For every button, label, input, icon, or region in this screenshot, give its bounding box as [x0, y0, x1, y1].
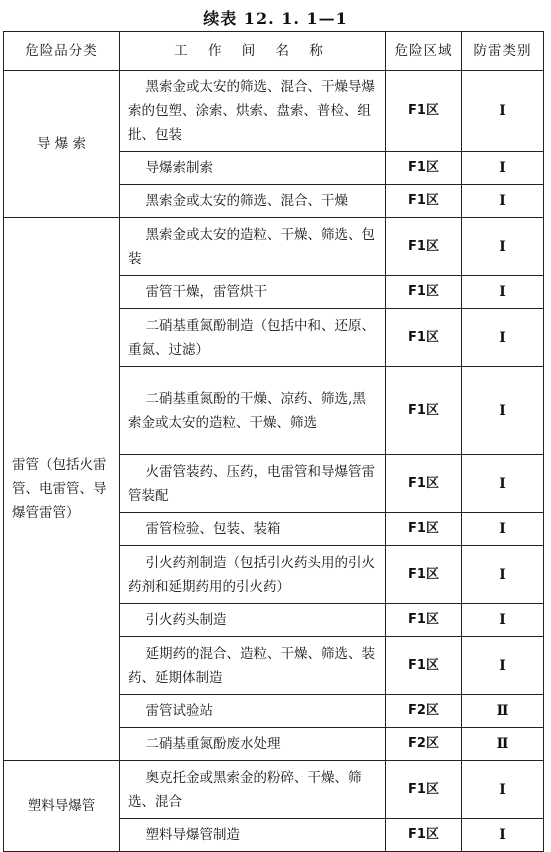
- class-cell: Ⅰ: [462, 309, 544, 367]
- zone-cell: F1区: [386, 185, 462, 218]
- work-cell: 火雷管装药、压药，电雷管和导爆管雷管装配: [120, 455, 386, 513]
- zone-cell: F1区: [386, 819, 462, 852]
- class-cell: Ⅰ: [462, 819, 544, 852]
- work-cell: 引火药剂制造（包括引火药头用的引火药剂和延期药用的引火药）: [120, 546, 386, 604]
- zone-cell: F1区: [386, 546, 462, 604]
- zone-cell: F1区: [386, 604, 462, 637]
- work-cell: 二硝基重氮酚的干燥、凉药、筛选,黑索金或太安的造粒、干燥、筛选: [120, 367, 386, 455]
- class-cell: Ⅰ: [462, 152, 544, 185]
- class-cell: Ⅱ: [462, 695, 544, 728]
- class-cell: Ⅰ: [462, 604, 544, 637]
- zone-cell: F1区: [386, 637, 462, 695]
- zone-cell: F1区: [386, 761, 462, 819]
- zone-cell: F1区: [386, 152, 462, 185]
- zone-cell: F1区: [386, 455, 462, 513]
- header-lightning-class: 防雷类别: [462, 32, 544, 71]
- class-cell: Ⅰ: [462, 761, 544, 819]
- table-row: [4, 218, 544, 276]
- header-work-room: 工 作 间 名 称: [120, 32, 386, 71]
- table-caption: 续表 12. 1. 1—1: [203, 9, 348, 28]
- header-row: [4, 32, 544, 71]
- category-cell: 雷管（包括火雷管、电雷管、导爆管雷管）: [4, 218, 120, 761]
- zone-cell: F1区: [386, 309, 462, 367]
- work-cell: 二硝基重氮酚制造（包括中和、还原、重氮、过滤）: [120, 309, 386, 367]
- class-cell: Ⅰ: [462, 367, 544, 455]
- class-cell: Ⅰ: [462, 637, 544, 695]
- zone-cell: F1区: [386, 276, 462, 309]
- header-category: 危险品分类: [4, 32, 120, 71]
- zone-cell: F1区: [386, 513, 462, 546]
- table-row: [4, 71, 544, 152]
- work-cell: 雷管干燥，雷管烘干: [120, 276, 386, 309]
- zone-cell: F2区: [386, 695, 462, 728]
- work-cell: 导爆索制索: [120, 152, 386, 185]
- work-cell: 塑料导爆管制造: [120, 819, 386, 852]
- work-cell: 奥克托金或黑索金的粉碎、干燥、筛选、混合: [120, 761, 386, 819]
- lightning-protection-table: [3, 31, 544, 852]
- work-cell: 黑索金或太安的造粒、干燥、筛选、包装: [120, 218, 386, 276]
- category-cell: 导 爆 索: [4, 71, 120, 218]
- class-cell: Ⅰ: [462, 71, 544, 152]
- work-cell: 二硝基重氮酚废水处理: [120, 728, 386, 761]
- zone-cell: F1区: [386, 71, 462, 152]
- work-cell: 延期药的混合、造粒、干燥、筛选、装药、延期体制造: [120, 637, 386, 695]
- zone-cell: F1区: [386, 218, 462, 276]
- zone-cell: F1区: [386, 367, 462, 455]
- work-cell: 引火药头制造: [120, 604, 386, 637]
- work-cell: 雷管试验站: [120, 695, 386, 728]
- header-hazard-zone: 危险区域: [386, 32, 462, 71]
- class-cell: Ⅰ: [462, 546, 544, 604]
- category-cell: 塑料导爆管: [4, 761, 120, 852]
- class-cell: Ⅰ: [462, 185, 544, 218]
- work-cell: 黑索金或太安的筛选、混合、干燥: [120, 185, 386, 218]
- work-cell: 黑索金或太安的筛选、混合、干燥导爆索的包塑、涂索、烘索、盘索、普检、组批、包装: [120, 71, 386, 152]
- zone-cell: F2区: [386, 728, 462, 761]
- class-cell: Ⅱ: [462, 728, 544, 761]
- class-cell: Ⅰ: [462, 455, 544, 513]
- class-cell: Ⅰ: [462, 276, 544, 309]
- table-row: [4, 761, 544, 819]
- class-cell: Ⅰ: [462, 513, 544, 546]
- work-cell: 雷管检验、包装、装箱: [120, 513, 386, 546]
- class-cell: Ⅰ: [462, 218, 544, 276]
